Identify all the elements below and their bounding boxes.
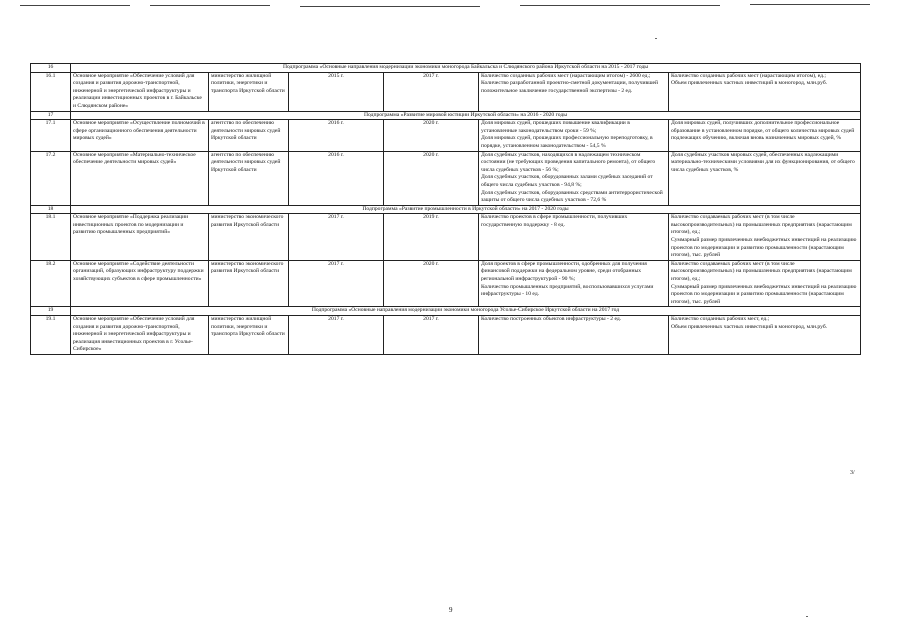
indicator-line: Количество создаваемых рабочих мест (в том числе высокопроизводительных) на промышленных предприятиях (нарастающим итогом), ед.; — [671, 214, 852, 236]
indicators-cell — [669, 120, 861, 151]
indicator-line: Количество создаваемых рабочих мест (в том числе высокопроизводительных) на промышленных предприятиях (нарастающим итогом), ед.; — [671, 260, 852, 283]
section-number: 17 — [31, 111, 71, 120]
result-line: Количество разработанной проектно-сметной документации, получившей положительное заключение государственной экспертизы - 2 ед. — [481, 80, 658, 94]
result-line: Количество промышленных предприятий, воспользовавшихся услугами инфраструктуры - 10 ед. — [481, 283, 654, 298]
executor-cell: министерство экономического развития Иркутской области — [209, 260, 289, 307]
scan-speck — [806, 616, 808, 617]
section-row — [31, 205, 861, 214]
results-cell — [479, 72, 669, 111]
scan-line — [20, 5, 130, 6]
scan-line — [150, 5, 270, 6]
result-line: Доля судебных участков, оборудованных залами судебных заседаний от общего числа судебных участков - 94,8 %; — [481, 174, 653, 188]
result-line: Доля судебных участков, оборудованных средствами антитеррористической защиты от общего числа судебных участков - 72,6 % — [481, 189, 663, 204]
section-title: Подпрограмма «Основные направления модернизации экономики моногорода Байкальска и Слюдянского района Иркутской области на 2015 - 2017 годы — [71, 64, 861, 73]
program-table — [30, 63, 861, 355]
section-title: Подпрограмма «Развитие промышленности в Иркутской области» на 2017 - 2020 годы — [71, 205, 861, 214]
result-line: Доля проектов в сфере промышленности, одобренных для получения финансовой поддержки на федеральном уровне, среди отобранных региональной инфраструктурой - 90 %; — [481, 260, 647, 283]
table-row — [31, 151, 861, 205]
event-cell: Основное мероприятие «Обеспечение условий для создания и развития дорожно-транспортной, инженерной и энергетической инфраструктуры и реализация инвестиционных проектов в г. Усолье-Сибирское» — [71, 316, 209, 355]
executor-cell: министерство жилищной политики, энергетики и транспорта Иркутской области — [209, 316, 289, 355]
event-cell: Основное мероприятие «Поддержка реализации инвестиционных проектов по модернизации и развитию промышленных предприятий» — [71, 214, 209, 261]
section-number: 19 — [31, 307, 71, 316]
table-row — [31, 214, 861, 261]
section-title: Подпрограмма «Развитие мировой юстиции Иркутской области» на 2016 - 2020 годы — [71, 111, 861, 120]
item-number: 18.1 — [31, 214, 71, 261]
start-year-cell: 2017 г. — [289, 260, 384, 307]
section-row — [31, 111, 861, 120]
indicator-line: Доля мировых судей, получивших дополнительное профессиональное образование в установленном порядке, от общего количества мировых судей подлежащих обучению, включая вновь назначенных мировых судей, % — [671, 120, 855, 142]
margin-mark: 3/ — [850, 470, 855, 476]
start-year-cell: 2015 г. — [289, 72, 384, 111]
event-cell: Основное мероприятие «Обеспечение условий для создания и развития дорожно-транспортной, инженерной и энергетической инфраструктуры и реализации инвестиционных проектов в г. Байкальске и Слюдянском районе» — [71, 72, 209, 111]
table-row — [31, 72, 861, 111]
executor-cell: министерство экономического развития Иркутской области — [209, 214, 289, 261]
item-number: 17.2 — [31, 151, 71, 205]
section-row — [31, 307, 861, 316]
indicator-line: Доля судебных участков мировых судей, обеспеченных надлежащими материально-техническими условиями для их функционирования, от общего числа судебных участков, % — [671, 151, 855, 173]
indicators-cell — [669, 214, 861, 261]
item-number: 17.1 — [31, 120, 71, 151]
indicators-cell — [669, 316, 861, 355]
end-year-cell: 2019 г. — [384, 214, 479, 261]
indicator-line: Суммарный размер привлеченных внебюджетных инвестиций на реализацию проектов по модернизации и развитию промышленности (нарастающим итогом), тыс. рублей — [671, 283, 857, 305]
indicator-line: Суммарный размер привлеченных внебюджетных инвестиций на реализацию проектов по модернизации и развитию промышленности (нарастающим итогом), тыс. рублей — [671, 237, 857, 259]
section-number: 18 — [31, 205, 71, 214]
result-line: Доля мировых судей, прошедших повышение квалификации в установленные законодательством сроки - 59 %; — [481, 120, 630, 134]
result-line: Количество построенных объектов инфраструктуры - 2 ед. — [481, 316, 622, 322]
indicators-cell — [669, 72, 861, 111]
scan-line — [750, 4, 870, 5]
section-number: 16 — [31, 64, 71, 73]
table-row — [31, 120, 861, 151]
indicator-line: Количество созданных рабочих мест (нарастающим итогом), ед.; — [671, 72, 826, 79]
event-cell: Основное мероприятие «Материально-техническое обеспечение деятельности мировых судей» — [71, 151, 209, 205]
results-cell — [479, 260, 669, 307]
item-number: 16.1 — [31, 72, 71, 111]
results-cell — [479, 316, 669, 355]
indicator-line: Объем привлеченных частных инвестиций в моногород, млн.руб. — [671, 80, 828, 87]
indicator-line: Количество созданных рабочих мест, ед.; — [671, 316, 770, 322]
event-cell: Основное мероприятие «Содействие деятельности организаций, образующих инфраструктуру поддержки хозяйствующих субъектов в сфере промышленности» — [71, 260, 209, 307]
result-line: Доля судебных участков, находящихся в надлежащем техническом состоянии (не требующих проведения капитального ремонта), от общего числа судебных участков - 56 %; — [481, 151, 656, 173]
results-cell — [479, 151, 669, 205]
item-number: 19.1 — [31, 316, 71, 355]
result-line: Количество созданных рабочих мест (нарастающим итогом) - 2600 ед.; — [481, 72, 651, 79]
start-year-cell: 2017 г. — [289, 214, 384, 261]
end-year-cell: 2017 г. — [384, 72, 479, 111]
section-title: Подпрограмма «Основные направления модернизации экономики моногорода Усолье-Сибирское Иркутской области на 2017 год — [71, 307, 861, 316]
item-number: 18.2 — [31, 260, 71, 307]
table-row — [31, 316, 861, 355]
indicators-cell — [669, 260, 861, 307]
end-year-cell: 2020 г. — [384, 151, 479, 205]
scan-line — [520, 5, 720, 6]
indicator-line: Объем привлеченных частных инвестиций в моногород, млн.руб. — [671, 323, 828, 330]
result-line: Доля мировых судей, прошедших профессиональную переподготовку, в порядке, установленном законодательством - 54,5 % — [481, 135, 653, 149]
end-year-cell: 2020 г. — [384, 120, 479, 151]
results-cell — [479, 214, 669, 261]
results-cell — [479, 120, 669, 151]
event-cell: Основное мероприятие «Осуществление полномочий в сфере организационного обеспечения деятельности мировых судей» — [71, 120, 209, 151]
scan-speck — [655, 38, 657, 39]
indicators-cell — [669, 151, 861, 205]
executor-cell: министерство жилищной политики, энергетики и транспорта Иркутской области — [209, 72, 289, 111]
start-year-cell: 2017 г. — [289, 316, 384, 355]
scan-line — [300, 6, 480, 7]
page-number: 9 — [449, 606, 453, 614]
table-row — [31, 260, 861, 307]
section-row — [31, 64, 861, 73]
end-year-cell: 2020 г. — [384, 260, 479, 307]
table-body — [31, 64, 861, 355]
end-year-cell: 2017 г. — [384, 316, 479, 355]
start-year-cell: 2016 г. — [289, 120, 384, 151]
executor-cell: агентство по обеспечению деятельности мировых судей Иркутской области — [209, 151, 289, 205]
result-line: Количество проектов в сфере промышленности, получивших государственную поддержку - 8 ед. — [481, 214, 628, 228]
executor-cell: агентство по обеспечению деятельности мировых судей Иркутской области — [209, 120, 289, 151]
start-year-cell: 2016 г. — [289, 151, 384, 205]
